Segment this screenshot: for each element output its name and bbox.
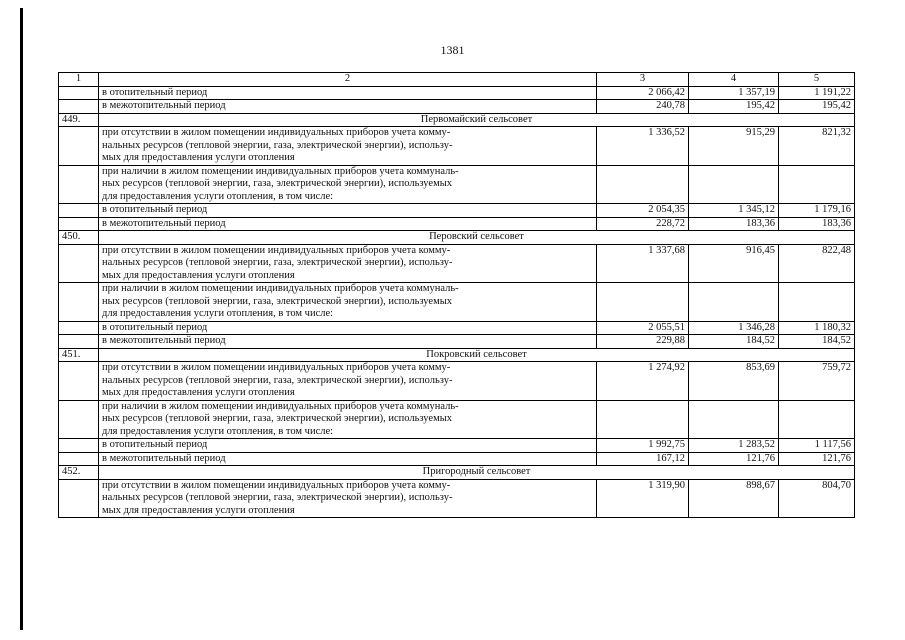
period-label: в отопительный период: [99, 204, 597, 218]
value-col-4: 183,36: [689, 217, 779, 231]
description-row: [59, 362, 855, 401]
row-number-cell: [59, 217, 99, 231]
value-col-5: 183,36: [779, 217, 855, 231]
row-number-cell: [59, 400, 99, 439]
section-title: Перовский сельсовет: [99, 231, 855, 245]
description-line: нальных ресурсов (тепловой энергии, газа, электрической энергии), использу-: [102, 492, 453, 503]
value-col-5: [779, 165, 855, 204]
row-number-cell: [59, 283, 99, 322]
header-cell-5: 5: [779, 73, 855, 87]
value-col-3: 2 055,51: [597, 321, 689, 335]
value-col-3: [597, 165, 689, 204]
section-row: [59, 466, 855, 480]
description-line: при наличии в жилом помещении индивидуальных приборов учета коммуналь-: [102, 283, 459, 294]
description-row: [59, 479, 855, 518]
description-line: при отсутствии в жилом помещении индивидуальных приборов учета комму-: [102, 479, 451, 491]
value-col-5: 1 117,56: [779, 439, 855, 453]
description-line: нальных ресурсов (тепловой энергии, газа, электрической энергии), использу-: [102, 374, 453, 386]
value-col-4: 184,52: [689, 335, 779, 349]
description-cell: [99, 479, 597, 518]
period-label: в межотопительный период: [99, 100, 597, 114]
description-line: для предоставления услуги отопления, в том числе:: [102, 308, 334, 319]
page-edge-line: [20, 8, 23, 630]
value-col-5: 821,32: [779, 127, 855, 166]
value-col-3: 1 337,68: [597, 244, 689, 283]
value-col-4: 915,29: [689, 127, 779, 166]
value-col-4: [689, 400, 779, 439]
value-col-5: [779, 283, 855, 322]
table-row: [59, 86, 855, 100]
value-col-5: 1 179,16: [779, 204, 855, 218]
section-row: [59, 231, 855, 245]
description-cell: [99, 127, 597, 166]
value-col-4: 1 345,12: [689, 204, 779, 218]
description-cell: [99, 165, 597, 204]
value-col-5: 121,76: [779, 452, 855, 466]
value-col-3: [597, 283, 689, 322]
row-number-cell: [59, 452, 99, 466]
description-row: [59, 244, 855, 283]
value-col-3: 229,88: [597, 335, 689, 349]
table-body: [59, 86, 855, 518]
value-col-4: [689, 283, 779, 322]
description-line: мых для предоставления услуги отопления: [102, 152, 295, 163]
page-number: 1381: [440, 43, 465, 57]
section-number: 452.: [59, 466, 99, 480]
period-label: в отопительный период: [99, 321, 597, 335]
description-line: при отсутствии в жилом помещении индивидуальных приборов учета комму-: [102, 362, 451, 373]
description-line: ных ресурсов (тепловой энергии, газа, электрической энергии), используемых: [102, 178, 453, 189]
value-col-5: [779, 400, 855, 439]
section-row: [59, 348, 855, 362]
section-number: 451.: [59, 348, 99, 362]
row-number-cell: [59, 244, 99, 283]
row-number-cell: [59, 100, 99, 114]
period-label: в межотопительный период: [99, 452, 597, 466]
description-cell: [99, 400, 597, 439]
value-col-3: 2 054,35: [597, 204, 689, 218]
description-cell: [99, 244, 597, 283]
description-line: при отсутствии в жилом помещении индивидуальных приборов учета комму-: [102, 244, 451, 256]
description-line: для предоставления услуги отопления, в том числе:: [102, 425, 334, 437]
value-col-3: 240,78: [597, 100, 689, 114]
tariff-table: [58, 72, 855, 518]
value-col-5: 195,42: [779, 100, 855, 114]
value-col-3: 1 992,75: [597, 439, 689, 453]
row-number-cell: [59, 362, 99, 401]
value-col-4: 195,42: [689, 100, 779, 114]
row-number-cell: [59, 127, 99, 166]
description-cell: [99, 283, 597, 322]
value-col-3: 228,72: [597, 217, 689, 231]
description-line: при наличии в жилом помещении индивидуальных приборов учета коммуналь-: [102, 400, 459, 412]
description-line: для предоставления услуги отопления, в том числе:: [102, 190, 334, 202]
description-row: [59, 127, 855, 166]
period-label: в межотопительный период: [99, 217, 597, 231]
header-cell-3: 3: [597, 73, 689, 87]
description-cell: [99, 362, 597, 401]
description-line: при отсутствии в жилом помещении индивидуальных приборов учета комму-: [102, 127, 451, 138]
description-line: мых для предоставления услуги отопления: [102, 387, 295, 398]
value-col-4: [689, 165, 779, 204]
table-row: [59, 321, 855, 335]
value-col-3: 1 319,90: [597, 479, 689, 518]
header-cell-4: 4: [689, 73, 779, 87]
value-col-3: 2 066,42: [597, 86, 689, 100]
table-row: [59, 452, 855, 466]
description-line: ных ресурсов (тепловой энергии, газа, электрической энергии), используемых: [102, 295, 453, 307]
header-cell-1: 1: [59, 73, 99, 87]
value-col-5: 759,72: [779, 362, 855, 401]
value-col-3: 1 274,92: [597, 362, 689, 401]
description-line: мых для предоставления услуги отопления: [102, 269, 295, 281]
section-number: 450.: [59, 231, 99, 245]
value-col-4: 1 346,28: [689, 321, 779, 335]
value-col-4: 853,69: [689, 362, 779, 401]
header-row: [59, 73, 855, 87]
section-title: Покровский сельсовет: [99, 348, 855, 362]
value-col-3: 1 336,52: [597, 127, 689, 166]
value-col-4: 121,76: [689, 452, 779, 466]
table-row: [59, 204, 855, 218]
value-col-4: 1 283,52: [689, 439, 779, 453]
row-number-cell: [59, 321, 99, 335]
description-row: [59, 400, 855, 439]
value-col-3: [597, 400, 689, 439]
description-line: нальных ресурсов (тепловой энергии, газа, электрической энергии), использу-: [102, 139, 453, 151]
description-row: [59, 165, 855, 204]
value-col-4: 898,67: [689, 479, 779, 518]
description-line: мых для предоставления услуги отопления: [102, 504, 295, 516]
value-col-3: 167,12: [597, 452, 689, 466]
value-col-5: 804,70: [779, 479, 855, 518]
description-line: при наличии в жилом помещении индивидуальных приборов учета коммуналь-: [102, 165, 459, 177]
table-row: [59, 439, 855, 453]
value-col-5: 822,48: [779, 244, 855, 283]
row-number-cell: [59, 335, 99, 349]
value-col-5: 1 191,22: [779, 86, 855, 100]
table-row: [59, 100, 855, 114]
value-col-5: 184,52: [779, 335, 855, 349]
row-number-cell: [59, 165, 99, 204]
table-row: [59, 335, 855, 349]
value-col-5: 1 180,32: [779, 321, 855, 335]
value-col-4: 916,45: [689, 244, 779, 283]
row-number-cell: [59, 204, 99, 218]
header-cell-2: 2: [99, 73, 597, 87]
row-number-cell: [59, 479, 99, 518]
period-label: в отопительный период: [99, 439, 597, 453]
period-label: в отопительный период: [99, 86, 597, 100]
description-line: ных ресурсов (тепловой энергии, газа, электрической энергии), используемых: [102, 413, 453, 424]
description-row: [59, 283, 855, 322]
section-row: [59, 113, 855, 127]
row-number-cell: [59, 439, 99, 453]
value-col-4: 1 357,19: [689, 86, 779, 100]
table-row: [59, 217, 855, 231]
section-title: Пригородный сельсовет: [99, 466, 855, 480]
period-label: в межотопительный период: [99, 335, 597, 349]
section-number: 449.: [59, 113, 99, 127]
description-line: нальных ресурсов (тепловой энергии, газа, электрической энергии), использу-: [102, 257, 453, 268]
row-number-cell: [59, 86, 99, 100]
section-title: Первомайский сельсовет: [99, 113, 855, 127]
